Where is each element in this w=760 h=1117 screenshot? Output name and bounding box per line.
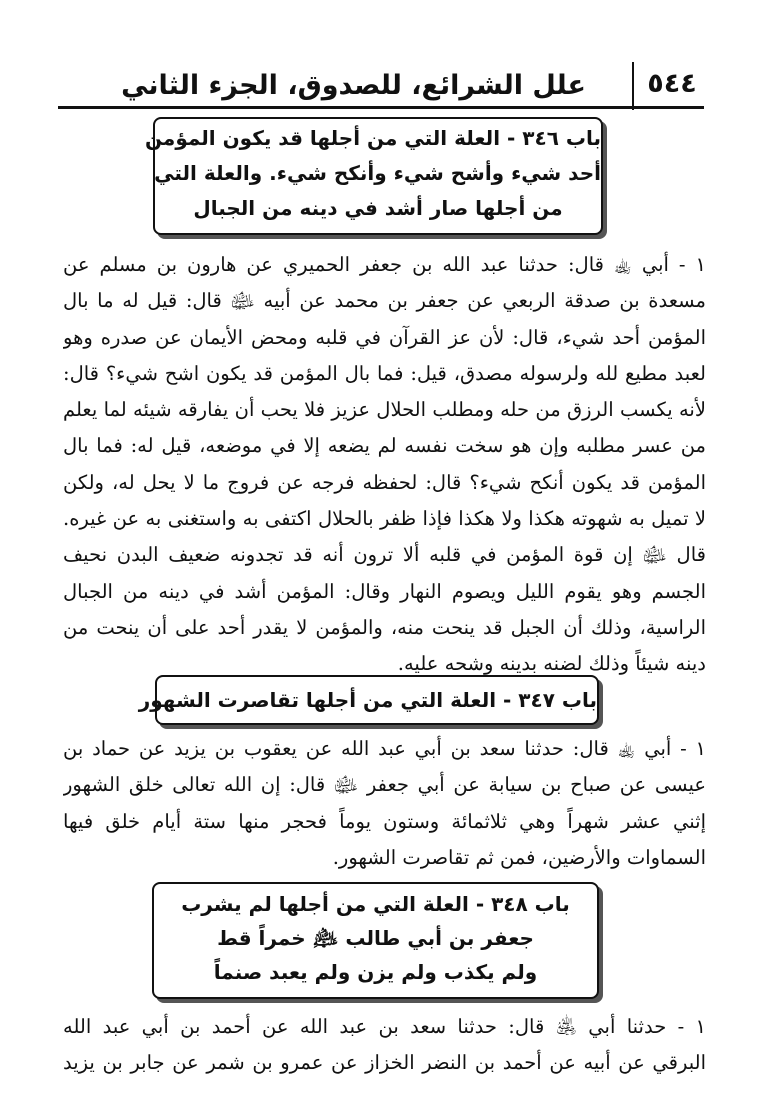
- heading-line: باب ٣٤٨ - العلة التي من أجلها لم يشرب: [181, 892, 570, 916]
- text-line: لأنه يكسب الرزق من حله ومطلب الحلال عزيز فلا يحب أن يفارقه شيئه لما يعلم: [63, 398, 706, 422]
- text-line: عيسى عن صباح بن سيابة عن أبي جعفر ﵉ قال: إن الله تعالى خلق الشهور: [63, 773, 706, 797]
- text-line: السماوات والأرضين، فمن ثم تقاصرت الشهور.: [332, 845, 706, 869]
- header-separator: [632, 62, 634, 110]
- text-line: الجسم وهو يقوم الليل ويصوم النهار وقال: المؤمن أشد في دينه من الجبال: [63, 579, 706, 603]
- running-header: [58, 62, 704, 114]
- hadith-346-1: [63, 247, 706, 683]
- text-line: البرقي عن أبيه عن أحمد بن النضر الخزاز عن عمرو بن شمر عن جابر بن يزيد: [63, 1051, 706, 1075]
- chapter-heading-348: [152, 882, 599, 999]
- text-line: لا تميل به شهوته هكذا ولا هكذا فإذا ظفر بالحلال اكتفى به واستغنى به عن غيره.: [63, 507, 706, 531]
- text-line: دينه شيئاً وذلك لضنه بدينه وشحه عليه.: [397, 652, 706, 676]
- text-line: إثني عشر شهراً وهي ثلاثمائة وستون يوماً فحجر منها ستة أيام خلق فيها: [63, 809, 706, 833]
- page-number: ٥٤٤: [647, 68, 697, 99]
- text-line: ١ - أبي ﵀ قال: حدثنا سعد بن أبي عبد الله عن يعقوب بن يزيد عن حماد بن: [63, 737, 706, 760]
- text-line: الراسية، وذلك أن الجبل قد ينحت منه، والمؤمن لا يقدر أحد على أن ينحت من: [63, 615, 706, 639]
- chapter-heading-347: [138, 675, 599, 725]
- heading-line: باب ٣٤٦ - العلة التي من أجلها قد يكون المؤمن: [144, 126, 601, 150]
- text-line: مسعدة بن صدقة الربعي عن جعفر بن محمد عن أبيه ﵉ قال: قيل له ما بال: [63, 289, 706, 313]
- hadith-348-1: [63, 1009, 706, 1082]
- chapter-heading-346: [144, 117, 603, 235]
- heading-line: باب ٣٤٧ - العلة التي من أجلها تقاصرت الشهور: [138, 688, 597, 712]
- text-line: قال ﵉ إن قوة المؤمن في قلبه ألا ترون أنه قد تجدونه ضعيف البدن نحيف: [63, 543, 706, 567]
- heading-line: جعفر بن أبي طالب ﵇ خمراً قط: [217, 926, 534, 950]
- hadith-347-1: [63, 731, 706, 876]
- heading-line: من أجلها صار أشد في دينه من الجبال: [193, 196, 563, 220]
- text-line: المؤمن قد يكون أنكح شيء؟ قال: لحفظه فرجه عن فروج ما لا يحل له، ولكن: [63, 470, 706, 494]
- text-line: المؤمن أحد شيء، قال: لأن عز القرآن في قلبه ومحض الأيمان عن صدره وهو: [63, 325, 706, 349]
- text-line: من عسر مطلبه وإن هو سخت نفسه لم يضعه إلا في موضعه، قيل له: فما بال: [63, 434, 706, 458]
- heading-line: ولم يكذب ولم يزن ولم يعبد صنماً: [213, 960, 538, 984]
- text-line: لعبد مطيع لله ولرسوله مصدق، قيل: فما بال المؤمن قد يكون اشح شيء؟ قال:: [63, 361, 706, 385]
- heading-line: أحد شيء وأشح شيء وأنكح شيء. والعلة التي: [154, 161, 601, 185]
- text-line: ١ - حدثنا أبي ﵁ قال: حدثنا سعد بن عبد الله عن أحمد بن أبي عبد الله: [63, 1015, 706, 1038]
- header-rule: [58, 106, 704, 109]
- text-line: ١ - أبي ﵀ قال: حدثنا عبد الله بن جعفر الحميري عن هارون بن مسلم عن: [63, 253, 706, 276]
- book-title: علل الشرائع، للصدوق، الجزء الثاني: [121, 70, 586, 101]
